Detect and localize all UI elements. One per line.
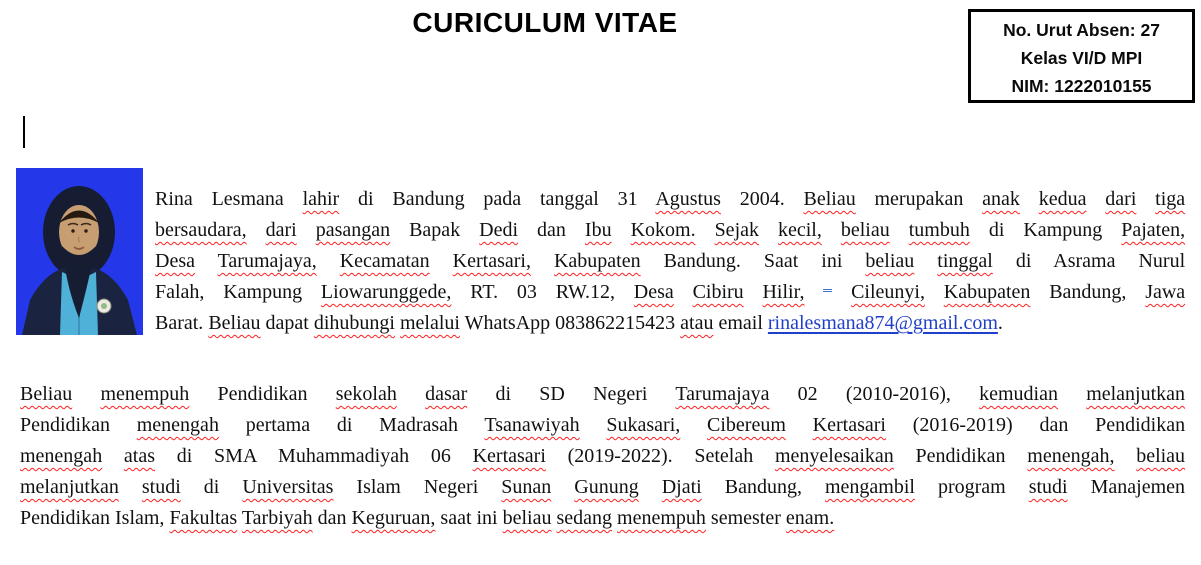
word: RT.	[470, 281, 499, 303]
word: Hilir,	[762, 281, 805, 303]
word: studi	[141, 476, 181, 498]
word: Kampung	[1023, 219, 1103, 241]
word: Kertasari	[812, 414, 886, 436]
word: Lesmana	[211, 188, 284, 210]
word: 083862215423	[555, 312, 676, 334]
word: 02	[797, 383, 818, 405]
word: Rina	[155, 188, 193, 210]
word: Negeri	[423, 476, 479, 498]
word: bersaudara,	[155, 219, 247, 241]
word: Desa	[633, 281, 674, 303]
eye-right	[84, 229, 87, 232]
absence-number: No. Urut Absen: 27	[1003, 20, 1160, 40]
eye-left	[71, 229, 74, 232]
word: menengah	[20, 445, 103, 467]
word: Pajaten,	[1121, 219, 1186, 241]
word: Sejak	[714, 219, 759, 241]
portrait-photo	[16, 168, 143, 335]
word: menengah	[136, 414, 219, 436]
word: Kabupaten	[553, 250, 641, 272]
word: ini	[476, 507, 498, 529]
word: Kertasari	[472, 445, 546, 467]
word: dan	[537, 219, 566, 241]
word: Asrama	[1053, 250, 1116, 272]
word: Jawa	[1145, 281, 1186, 303]
word: Pendidikan	[217, 383, 308, 405]
text-line	[155, 246, 1185, 277]
word: Madrasah	[379, 414, 459, 436]
text-line	[20, 379, 1185, 410]
nim-label: NIM: 1222010155	[1011, 76, 1152, 96]
word: Bandung	[392, 188, 465, 210]
word: melanjutkan	[20, 476, 119, 498]
word: tumbuh	[908, 219, 970, 241]
word: dari	[265, 219, 297, 241]
word: Agustus	[655, 188, 721, 210]
word: anak	[982, 188, 1020, 210]
word: program	[937, 476, 1006, 498]
text-cursor	[23, 116, 25, 148]
word: Beliau	[208, 312, 261, 334]
word: Pendidikan	[20, 414, 110, 436]
word: RW.12,	[555, 281, 615, 303]
word: beliau	[1136, 445, 1186, 467]
word: SD	[539, 383, 565, 405]
word: Kokom.	[630, 219, 696, 241]
word: beliau	[840, 219, 890, 241]
word: Pendidikan	[915, 445, 1006, 467]
text-line	[20, 410, 1185, 441]
word: Djati	[661, 476, 702, 498]
word: di	[203, 476, 220, 498]
word: studi	[1028, 476, 1068, 498]
word: email	[718, 312, 763, 334]
word: Setelah	[694, 445, 754, 467]
word: dapat	[265, 312, 309, 334]
word: Tarbiyah	[241, 507, 313, 529]
word: 2004.	[739, 188, 785, 210]
word: (2010-2016),	[845, 383, 951, 405]
word: Pendidikan	[1095, 414, 1186, 436]
badge-logo	[101, 303, 107, 309]
word: Saat	[763, 250, 799, 272]
word: Cileunyi,	[851, 281, 925, 303]
education-paragraph	[20, 379, 1185, 534]
text-line	[20, 441, 1185, 472]
document-title: CURICULUM VITAE	[412, 7, 678, 38]
word: saat	[440, 507, 472, 529]
word: Universitas	[242, 476, 334, 498]
word: Falah,	[155, 281, 205, 303]
word: Keguruan,	[351, 507, 436, 529]
word: di	[358, 188, 374, 210]
word: Cibiru	[692, 281, 744, 303]
word: Bandung,	[1049, 281, 1127, 303]
word: dan	[1039, 414, 1069, 436]
word: 03	[516, 281, 537, 303]
word: tanggal	[539, 188, 599, 210]
word: Sukasari,	[606, 414, 681, 436]
word: tiga	[1155, 188, 1186, 210]
word: Tarumajaya,	[217, 250, 317, 272]
word: Barat.	[155, 312, 204, 334]
word: lahir	[302, 188, 340, 210]
word: beliau	[865, 250, 915, 272]
word: mengambil	[824, 476, 915, 498]
word: ini	[821, 250, 843, 272]
word: Fakultas	[169, 507, 238, 529]
word: Tsanawiyah	[484, 414, 580, 436]
word: menengah,	[1027, 445, 1115, 467]
word: Desa	[155, 250, 195, 272]
word: (2016-2019)	[912, 414, 1013, 436]
word: di	[495, 383, 512, 405]
text-line	[20, 472, 1185, 503]
word: WhatsApp	[464, 312, 551, 334]
word: Tarumajaya	[675, 383, 770, 405]
word: Negeri	[593, 383, 648, 405]
word: Manajemen	[1090, 476, 1186, 498]
word: merupakan	[874, 188, 964, 210]
word: Bandung.	[663, 250, 741, 272]
word: Muhammadiyah	[278, 445, 410, 467]
word: Kampung	[223, 281, 303, 303]
word: Beliau	[20, 383, 73, 405]
word: SMA	[214, 445, 257, 467]
text-line	[20, 503, 1185, 534]
word: pada	[483, 188, 522, 210]
word: atas	[123, 445, 156, 467]
word: tinggal	[937, 250, 993, 272]
word: dan	[317, 507, 347, 529]
word: Nurul	[1138, 250, 1186, 272]
word: melanjutkan	[1086, 383, 1186, 405]
word: dari	[1105, 188, 1137, 210]
word: Pendidikan	[20, 507, 110, 529]
text-line	[155, 277, 1185, 308]
word: sedang	[556, 507, 613, 529]
email-link[interactable]: rinalesmana874@gmail.com	[767, 312, 998, 334]
word: melalui	[399, 312, 460, 334]
word: Ibu	[584, 219, 612, 241]
word: Bapak	[409, 219, 461, 241]
word: menempuh	[100, 383, 190, 405]
word: di	[336, 414, 353, 436]
word: di	[176, 445, 193, 467]
word: di	[988, 219, 1005, 241]
word: Sunan	[501, 476, 552, 498]
text-line	[155, 308, 1185, 339]
word: 06	[430, 445, 451, 467]
word: enam.	[785, 507, 835, 529]
word: Beliau	[803, 188, 856, 210]
text-line	[155, 184, 1185, 215]
word: menempuh	[617, 507, 706, 529]
word: semester	[710, 507, 781, 529]
text-line	[155, 215, 1185, 246]
word: Islam	[356, 476, 401, 498]
word: (2019-2022).	[567, 445, 673, 467]
word: kedua	[1038, 188, 1087, 210]
word: Liowarunggede,	[320, 281, 452, 303]
word: Bandung,	[724, 476, 802, 498]
word: .	[997, 312, 1003, 334]
class-label: Kelas VI/D MPI	[1020, 48, 1143, 68]
word: Kecamatan	[339, 250, 430, 272]
word: Islam,	[115, 507, 165, 529]
word: pasangan	[315, 219, 391, 241]
word: Gunung	[574, 476, 639, 498]
info-box	[968, 9, 1195, 103]
word: Cibereum	[707, 414, 786, 436]
word: sekolah	[335, 383, 397, 405]
biography-paragraph	[155, 184, 1185, 339]
word: dihubungi	[313, 312, 395, 334]
word: menyelesaikan	[774, 445, 894, 467]
word: pertama	[245, 414, 311, 436]
word: beliau	[502, 507, 552, 529]
word: kecil,	[777, 219, 822, 241]
word: Kabupaten	[943, 281, 1031, 303]
word: di	[1015, 250, 1032, 272]
word: atau	[680, 312, 714, 334]
word: Kertasari,	[452, 250, 531, 272]
word: 31	[617, 188, 638, 210]
word: kemudian	[979, 383, 1058, 405]
word: Dedi	[479, 219, 519, 241]
grammar-mark	[823, 277, 832, 292]
word: dasar	[425, 383, 468, 405]
